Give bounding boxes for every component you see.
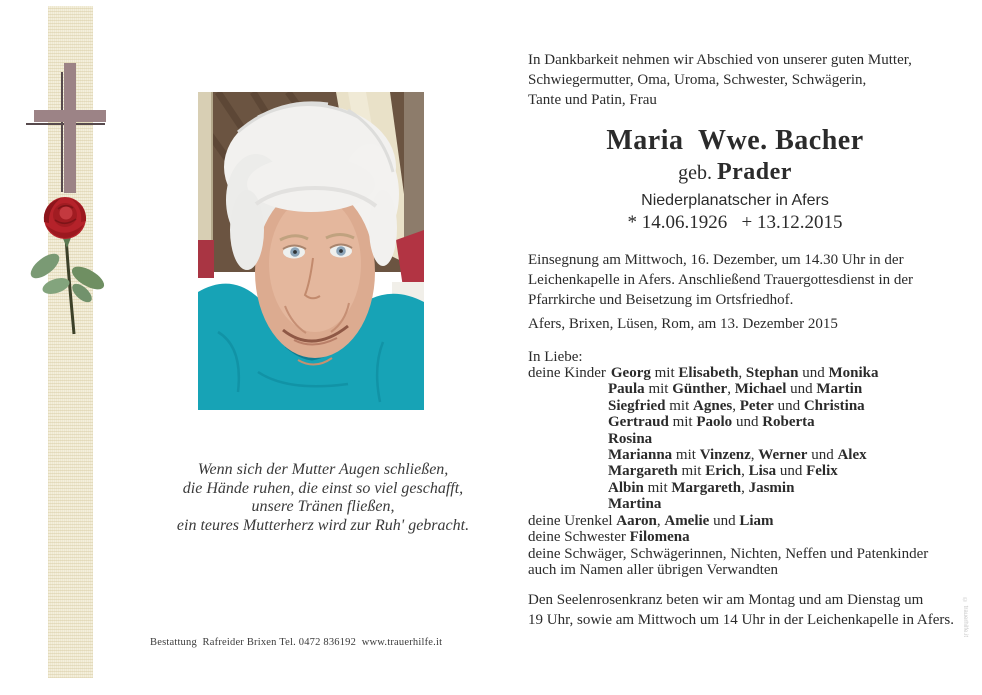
rosary-text: [528, 590, 973, 630]
relatives-list: [528, 513, 973, 579]
children-label: deine Kinder: [528, 365, 606, 381]
children-list: [528, 365, 973, 513]
memorial-quote: [118, 461, 528, 535]
children-line: Marianna mit Vinzenz, Werner und Alex: [608, 447, 867, 464]
children-line: Albin mit Margareth, Jasmin: [608, 479, 795, 496]
rosary-line: Den Seelenrosenkranz beten wir am Montag und am Dienstag um: [528, 592, 924, 608]
children-line: deine Kinder Georg mit Elisabeth, Stephan und Monika: [528, 365, 879, 381]
intro-line: In Dankbarkeit nehmen wir Abschied von unserer guten Mutter,: [528, 52, 912, 68]
intro-line: Tante und Patin, Frau: [528, 92, 657, 108]
relatives-line: deine Urenkel Aaron, Amelie und Liam: [528, 513, 774, 529]
funeral-info-line: Einsegnung am Mittwoch, 16. Dezember, um 14.30 Uhr in der: [528, 252, 904, 268]
relatives-line: deine Schwester Filomena: [528, 529, 690, 546]
children-line: Gertraud mit Paolo und Roberta: [608, 414, 815, 431]
maiden-name: Prader: [716, 159, 792, 185]
relatives-line: deine Schwäger, Schwägerinnen, Nichten, Neffen und Patenkinder: [528, 545, 929, 562]
funeral-home-line: Bestattung Rafreider Brixen Tel. 0472 836192 www.trauerhilfe.it: [150, 637, 443, 648]
deceased-name: Maria Wwe. Bacher: [606, 125, 864, 156]
quote-line: die Hände ruhen, die einst so viel geschafft,: [182, 479, 464, 497]
children-line: Paula mit Günther, Michael und Martin: [608, 381, 863, 398]
name-block: [528, 126, 942, 235]
rosary-line: 19 Uhr, sowie am Mittwoch um 14 Uhr in der Leichenkapelle in Afers.: [528, 612, 954, 628]
funeral-info-line: Leichenkapelle in Afers. Anschließend Trauergottesdienst in der: [528, 272, 914, 288]
maiden-prefix: geb.: [678, 162, 717, 184]
children-line: Margareth mit Erich, Lisa und Felix: [608, 463, 838, 480]
copyright-watermark: © trauerhilfe.it: [962, 598, 968, 638]
life-dates: * 14.06.1926 + 13.12.2015: [627, 212, 843, 233]
children-line: Martina: [608, 496, 662, 513]
cross-icon: [64, 63, 76, 193]
house-name: Niederplanatscher in Afers: [641, 192, 829, 209]
funeral-info: [528, 250, 973, 310]
portrait-photo: [198, 92, 424, 410]
relatives-line: auch im Namen aller übrigen Verwandten: [528, 562, 779, 579]
intro-text: [528, 50, 973, 110]
quote-line: ein teures Mutterherz wird zur Ruh' gebracht.: [176, 516, 470, 534]
quote-line: unsere Tränen fließen,: [251, 498, 395, 515]
cross-icon-beam: [34, 110, 106, 122]
quote-line: Wenn sich der Mutter Augen schließen,: [197, 461, 449, 478]
place-date-line: Afers, Brixen, Lüsen, Rom, am 13. Dezember 2015: [528, 316, 838, 332]
rose-icon: [25, 192, 110, 340]
cross-shadow-line-vertical: [61, 72, 63, 192]
funeral-info-line: Pfarrkirche und Beisetzung im Ortsfriedhof.: [528, 292, 794, 308]
maiden-name-line: [528, 156, 942, 191]
children-line: Rosina: [608, 430, 653, 447]
children-line: Siegfried mit Agnes, Peter und Christina: [608, 397, 865, 414]
intro-line: Schwiegermutter, Oma, Uroma, Schwester, Schwägerin,: [528, 72, 867, 88]
in-love-label: In Liebe:: [528, 349, 583, 365]
